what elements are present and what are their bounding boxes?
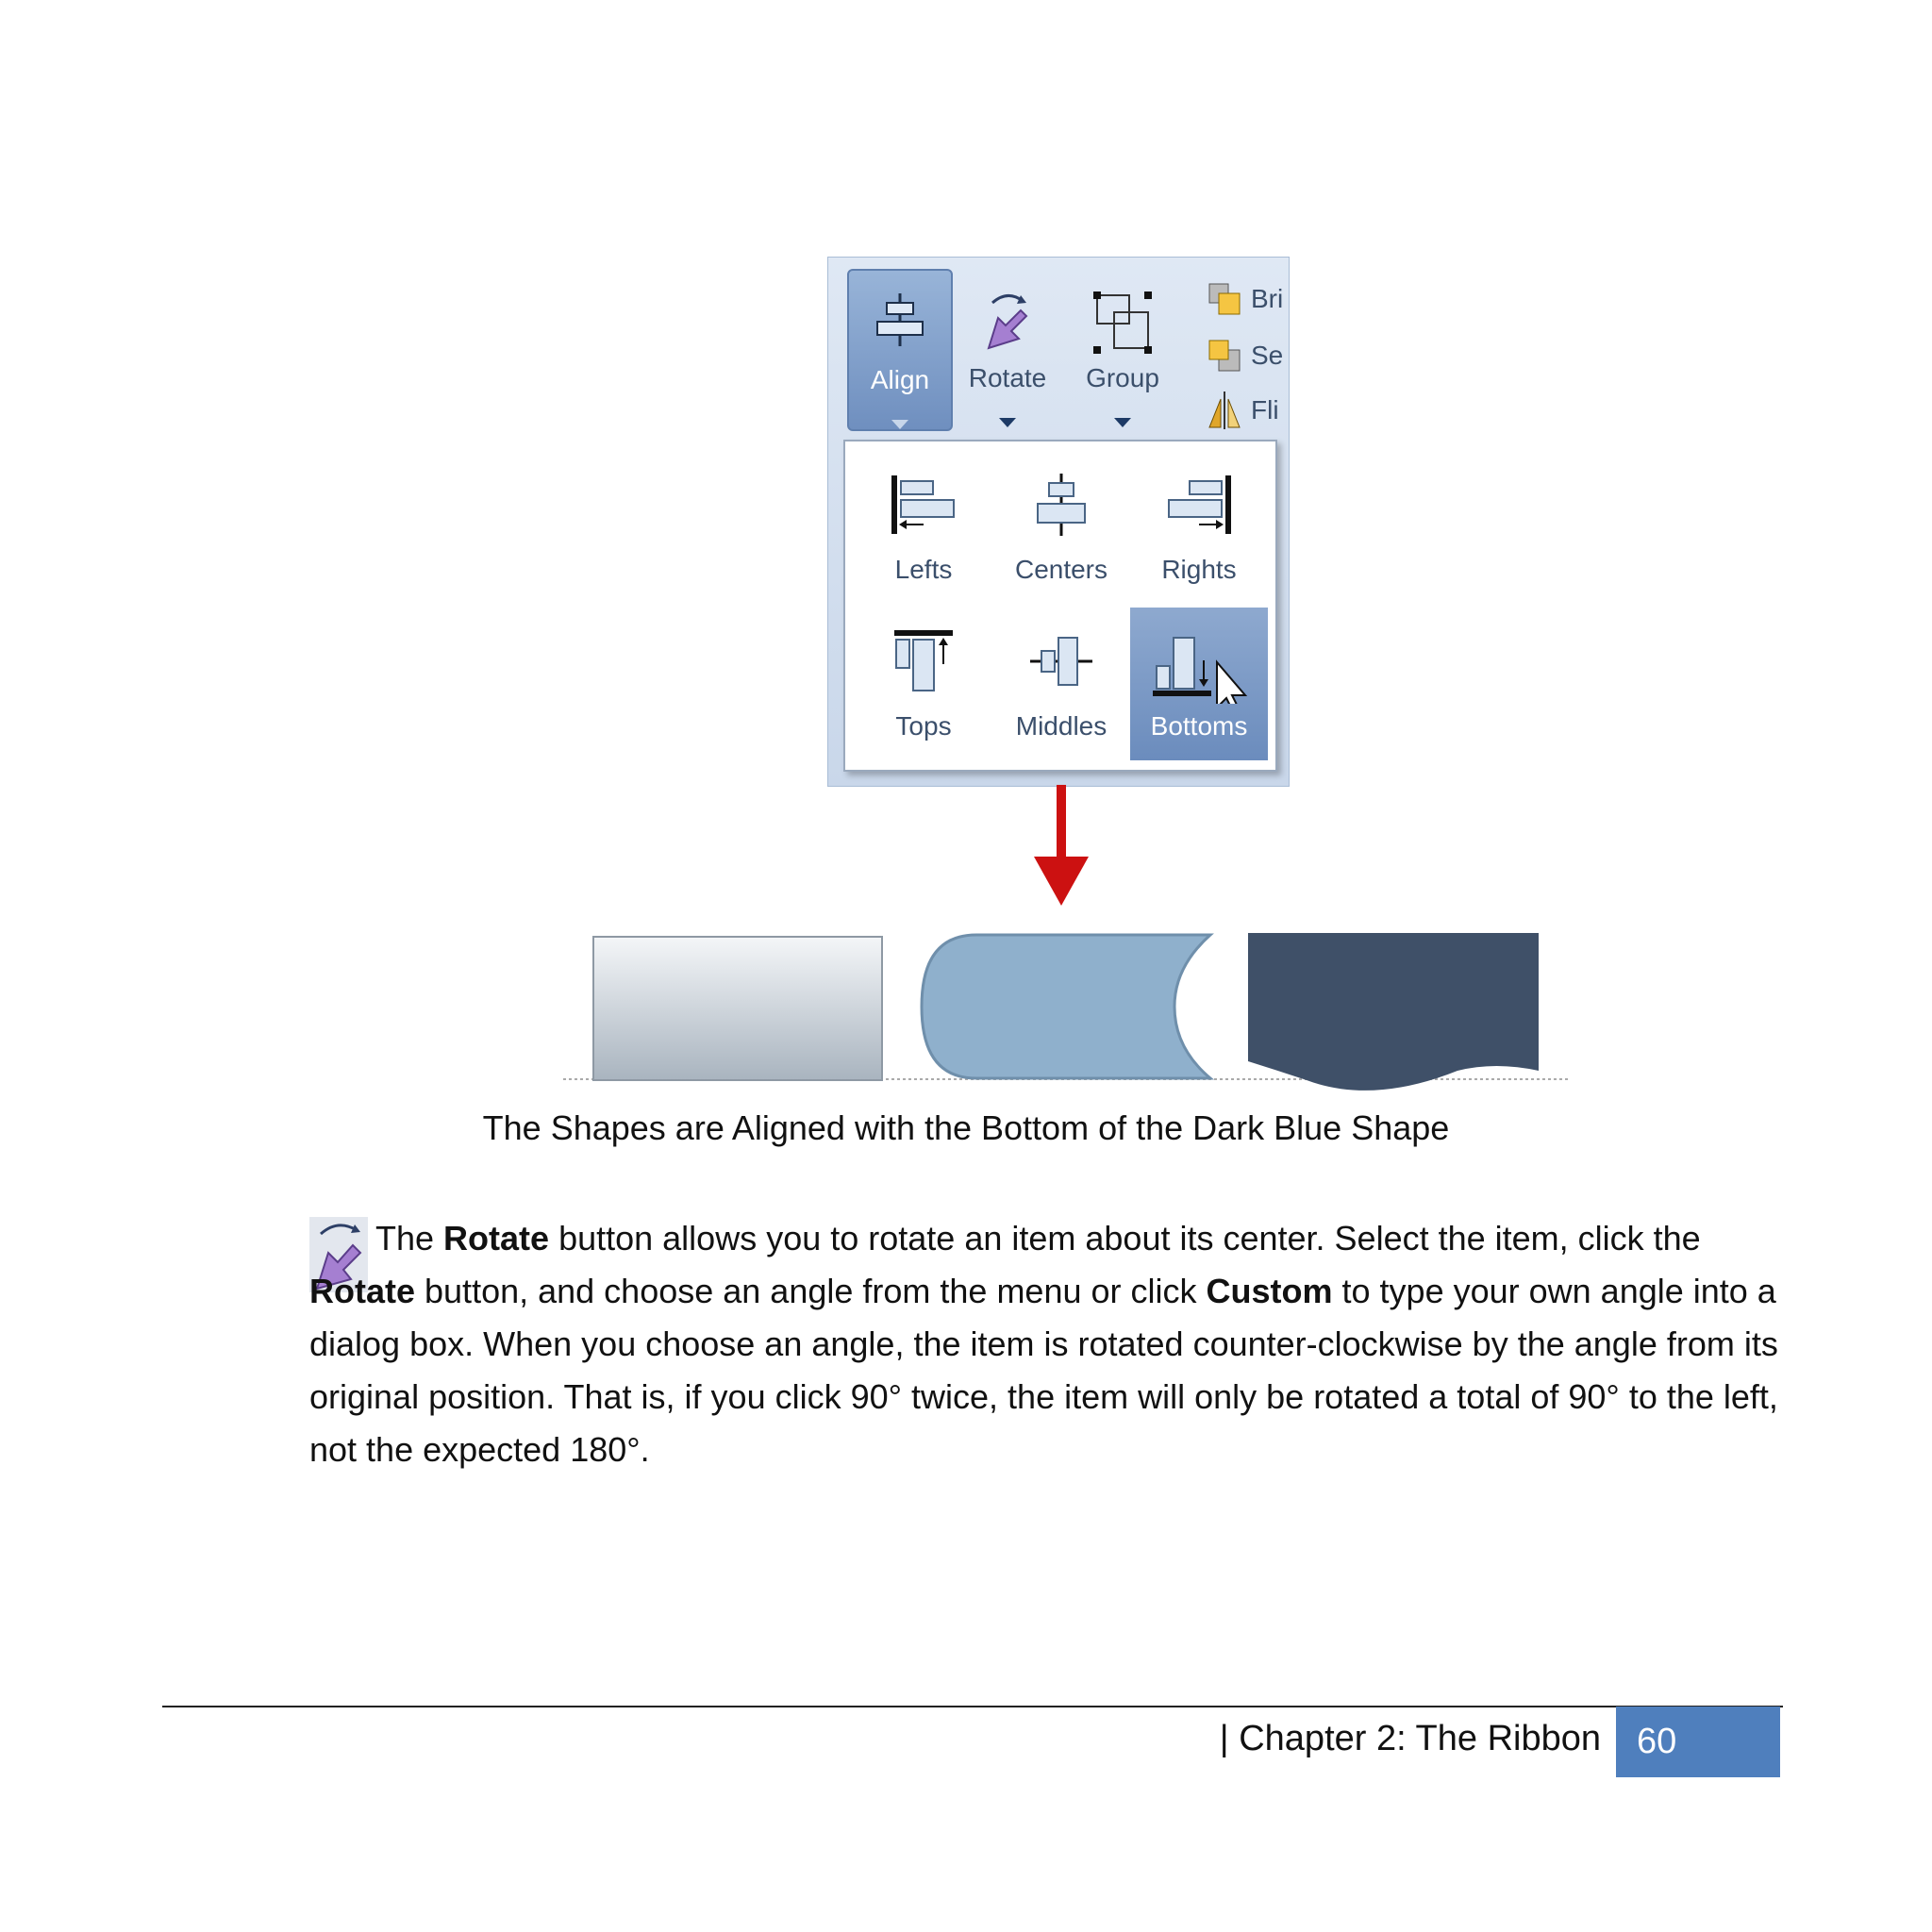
chevron-down-icon [891, 420, 908, 429]
group-label: Group [1086, 363, 1159, 392]
bring-forward-icon [1206, 280, 1243, 318]
align-label: Align [870, 365, 930, 394]
align-rights-label: Rights [1161, 555, 1237, 584]
rotate-button[interactable] [955, 269, 1060, 431]
align-icon [874, 291, 926, 348]
align-lefts-label: Lefts [894, 555, 953, 584]
para-text: The [375, 1219, 444, 1257]
bring-forward-button[interactable] [1206, 276, 1283, 322]
group-icon [1091, 290, 1154, 356]
flip-button[interactable] [1206, 388, 1279, 433]
rotate-paragraph [309, 1212, 1781, 1476]
footer-rule [162, 1706, 1783, 1707]
flip-icon [1206, 390, 1243, 431]
para-bold-custom: Custom [1206, 1272, 1333, 1310]
align-tops-label: Tops [895, 711, 952, 741]
footer-chapter: | Chapter 2: The Ribbon [1219, 1719, 1601, 1758]
align-bottoms-label: Bottoms [1150, 711, 1248, 741]
align-middles-icon [1028, 628, 1094, 694]
light-blue-shape [922, 935, 1210, 1078]
chevron-down-icon [999, 418, 1016, 427]
para-bold-rotate: Rotate [443, 1219, 550, 1257]
send-backward-icon [1206, 337, 1243, 375]
group-button[interactable] [1070, 269, 1175, 431]
align-tops-icon [891, 628, 957, 694]
light-gray-shape [593, 937, 882, 1080]
align-lefts-icon [886, 472, 961, 538]
align-rights-icon [1161, 472, 1237, 538]
flip-label: Fli [1251, 395, 1279, 425]
align-tops-option[interactable] [855, 608, 992, 760]
align-middles-label: Middles [1015, 711, 1108, 741]
para-text: button, and choose an angle from the menu or click [415, 1272, 1207, 1310]
align-rights-option[interactable] [1130, 451, 1268, 604]
send-backward-button[interactable] [1206, 333, 1283, 378]
dark-blue-shape [1248, 933, 1539, 1091]
rotate-icon [979, 290, 1036, 352]
align-centers-icon [1028, 472, 1094, 538]
figure-caption: The Shapes are Aligned with the Bottom of the Dark Blue Shape [482, 1108, 1450, 1147]
align-dropdown-menu [843, 440, 1277, 772]
align-centers-label: Centers [1014, 555, 1108, 584]
chevron-down-icon [1114, 418, 1131, 427]
rotate-label: Rotate [968, 363, 1047, 392]
para-text: to type your own angle into a dialog box. When you choose an angle, the item is rotated counter-clockwise by the angle from its original position. That is, if you click 90° twice, the item will only be rotated a total of 90° to the left, not the expected 180°. [309, 1272, 1778, 1469]
send-backward-label: Se [1251, 341, 1284, 370]
bring-forward-label: Bri [1251, 284, 1284, 313]
align-centers-option[interactable] [992, 451, 1130, 604]
align-bottoms-option[interactable] [1130, 608, 1268, 760]
align-middles-option[interactable] [992, 608, 1130, 760]
para-text: button allows you to rotate an item about its center. Select the item, click the [549, 1219, 1701, 1257]
page-number: 60 [1616, 1707, 1780, 1777]
para-bold-rotate: Rotate [309, 1272, 416, 1310]
aligned-shapes-figure [561, 929, 1571, 1099]
down-arrow-icon [1030, 785, 1092, 908]
align-lefts-option[interactable] [855, 451, 992, 604]
align-button[interactable] [847, 269, 953, 431]
align-bottoms-icon [1147, 628, 1251, 704]
